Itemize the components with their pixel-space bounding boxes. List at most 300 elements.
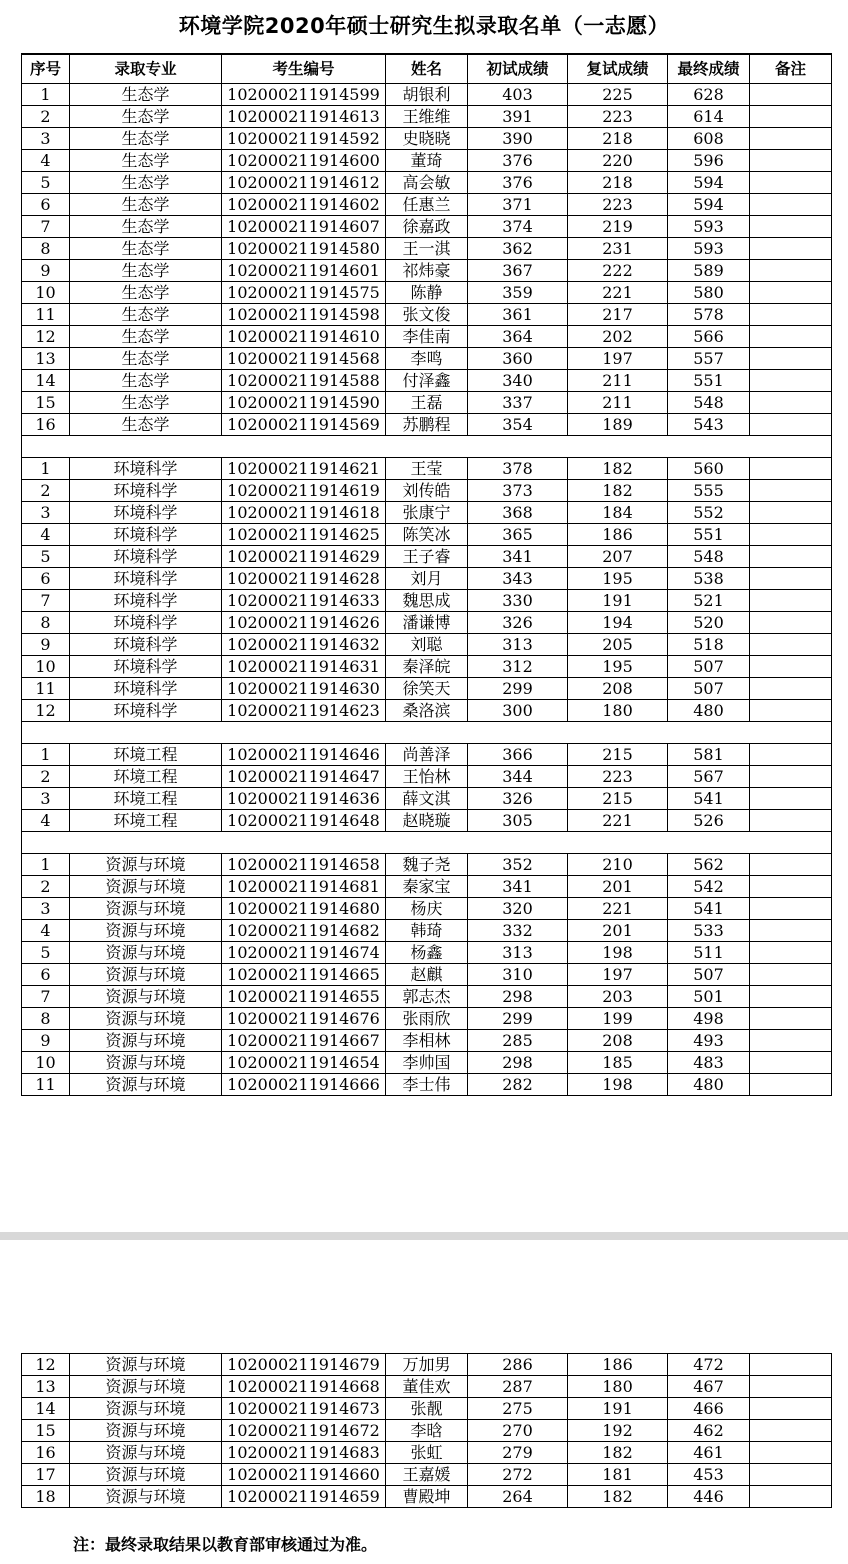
cell-remarks [750, 1008, 832, 1030]
cell-candidate-id: 102000211914667 [222, 1030, 386, 1052]
cell-final-score: 628 [668, 84, 750, 106]
cell-retest-score: 223 [568, 106, 668, 128]
cell-candidate-id: 102000211914648 [222, 810, 386, 832]
cell-major: 资源与环境 [70, 986, 222, 1008]
cell-candidate-id: 102000211914625 [222, 524, 386, 546]
cell-retest-score: 219 [568, 216, 668, 238]
cell-name: 徐笑天 [386, 678, 468, 700]
cell-remarks [750, 282, 832, 304]
cell-retest-score: 211 [568, 370, 668, 392]
table-row [22, 326, 832, 348]
table-row [22, 876, 832, 898]
cell-initial-score: 330 [468, 590, 568, 612]
cell-name: 潘谦博 [386, 612, 468, 634]
cell-name: 赵晓璇 [386, 810, 468, 832]
cell-remarks [750, 414, 832, 436]
cell-major: 资源与环境 [70, 1008, 222, 1030]
table-row [22, 502, 832, 524]
cell-candidate-id: 102000211914610 [222, 326, 386, 348]
cell-final-score: 511 [668, 942, 750, 964]
table-row [22, 1464, 832, 1486]
cell-retest-score: 182 [568, 1442, 668, 1464]
cell-index: 5 [22, 942, 70, 964]
cell-candidate-id: 102000211914626 [222, 612, 386, 634]
cell-remarks [750, 150, 832, 172]
cell-name: 李晗 [386, 1420, 468, 1442]
cell-remarks [750, 1030, 832, 1052]
cell-retest-score: 184 [568, 502, 668, 524]
cell-remarks [750, 700, 832, 722]
cell-major: 资源与环境 [70, 1074, 222, 1096]
cell-remarks [750, 1464, 832, 1486]
cell-remarks [750, 1398, 832, 1420]
cell-final-score: 551 [668, 524, 750, 546]
cell-final-score: 521 [668, 590, 750, 612]
cell-candidate-id: 102000211914598 [222, 304, 386, 326]
cell-retest-score: 186 [568, 524, 668, 546]
cell-index: 15 [22, 1420, 70, 1442]
cell-index: 10 [22, 656, 70, 678]
cell-retest-score: 192 [568, 1420, 668, 1442]
cell-index: 15 [22, 392, 70, 414]
cell-remarks [750, 810, 832, 832]
cell-remarks [750, 392, 832, 414]
cell-name: 王怡林 [386, 766, 468, 788]
cell-remarks [750, 480, 832, 502]
cell-initial-score: 391 [468, 106, 568, 128]
cell-remarks [750, 84, 832, 106]
cell-retest-score: 231 [568, 238, 668, 260]
cell-major: 环境科学 [70, 590, 222, 612]
cell-initial-score: 332 [468, 920, 568, 942]
cell-name: 刘月 [386, 568, 468, 590]
cell-initial-score: 341 [468, 546, 568, 568]
cell-major: 生态学 [70, 84, 222, 106]
cell-major: 资源与环境 [70, 1486, 222, 1508]
cell-final-score: 578 [668, 304, 750, 326]
cell-initial-score: 270 [468, 1420, 568, 1442]
cell-remarks [750, 348, 832, 370]
cell-index: 18 [22, 1486, 70, 1508]
cell-final-score: 551 [668, 370, 750, 392]
cell-name: 曹殿坤 [386, 1486, 468, 1508]
table-row [22, 1420, 832, 1442]
cell-index: 7 [22, 590, 70, 612]
cell-remarks [750, 1354, 832, 1376]
cell-remarks [750, 260, 832, 282]
cell-retest-score: 201 [568, 920, 668, 942]
cell-index: 3 [22, 128, 70, 150]
group-spacer-row [22, 436, 832, 458]
cell-name: 胡银利 [386, 84, 468, 106]
cell-retest-score: 189 [568, 414, 668, 436]
cell-final-score: 593 [668, 238, 750, 260]
cell-major: 生态学 [70, 414, 222, 436]
cell-major: 资源与环境 [70, 1030, 222, 1052]
cell-major: 环境科学 [70, 480, 222, 502]
cell-final-score: 548 [668, 392, 750, 414]
cell-retest-score: 223 [568, 766, 668, 788]
cell-final-score: 520 [668, 612, 750, 634]
cell-remarks [750, 1442, 832, 1464]
cell-index: 8 [22, 612, 70, 634]
header-index: 序号 [22, 54, 70, 84]
cell-candidate-id: 102000211914673 [222, 1398, 386, 1420]
cell-index: 3 [22, 502, 70, 524]
cell-remarks [750, 568, 832, 590]
cell-retest-score: 208 [568, 678, 668, 700]
cell-remarks [750, 304, 832, 326]
cell-final-score: 593 [668, 216, 750, 238]
cell-index: 1 [22, 84, 70, 106]
table-row [22, 854, 832, 876]
cell-candidate-id: 102000211914600 [222, 150, 386, 172]
cell-index: 1 [22, 744, 70, 766]
cell-retest-score: 199 [568, 1008, 668, 1030]
cell-name: 魏思成 [386, 590, 468, 612]
cell-major: 环境科学 [70, 524, 222, 546]
cell-remarks [750, 1052, 832, 1074]
cell-final-score: 483 [668, 1052, 750, 1074]
cell-candidate-id: 102000211914623 [222, 700, 386, 722]
cell-retest-score: 180 [568, 700, 668, 722]
cell-index: 9 [22, 260, 70, 282]
cell-retest-score: 182 [568, 1486, 668, 1508]
cell-retest-score: 215 [568, 744, 668, 766]
cell-final-score: 562 [668, 854, 750, 876]
cell-initial-score: 282 [468, 1074, 568, 1096]
cell-initial-score: 264 [468, 1486, 568, 1508]
cell-final-score: 472 [668, 1354, 750, 1376]
cell-remarks [750, 634, 832, 656]
cell-name: 徐嘉政 [386, 216, 468, 238]
cell-name: 董琦 [386, 150, 468, 172]
cell-final-score: 555 [668, 480, 750, 502]
cell-initial-score: 272 [468, 1464, 568, 1486]
cell-candidate-id: 102000211914618 [222, 502, 386, 524]
cell-major: 资源与环境 [70, 898, 222, 920]
cell-index: 6 [22, 194, 70, 216]
cell-index: 14 [22, 370, 70, 392]
cell-final-score: 596 [668, 150, 750, 172]
cell-initial-score: 310 [468, 964, 568, 986]
cell-name: 尚善泽 [386, 744, 468, 766]
cell-major: 生态学 [70, 326, 222, 348]
table-row [22, 238, 832, 260]
cell-retest-score: 191 [568, 1398, 668, 1420]
cell-retest-score: 208 [568, 1030, 668, 1052]
cell-final-score: 467 [668, 1376, 750, 1398]
cell-initial-score: 320 [468, 898, 568, 920]
cell-name: 杨庆 [386, 898, 468, 920]
cell-initial-score: 298 [468, 986, 568, 1008]
cell-candidate-id: 102000211914674 [222, 942, 386, 964]
cell-major: 环境科学 [70, 546, 222, 568]
table-row [22, 744, 832, 766]
table-row [22, 260, 832, 282]
cell-final-score: 461 [668, 1442, 750, 1464]
cell-index: 7 [22, 216, 70, 238]
cell-final-score: 480 [668, 700, 750, 722]
cell-remarks [750, 920, 832, 942]
cell-name: 刘传皓 [386, 480, 468, 502]
cell-initial-score: 344 [468, 766, 568, 788]
cell-final-score: 501 [668, 986, 750, 1008]
cell-index: 13 [22, 348, 70, 370]
cell-initial-score: 299 [468, 678, 568, 700]
table-row [22, 986, 832, 1008]
table-row [22, 1486, 832, 1508]
table-row [22, 1052, 832, 1074]
cell-remarks [750, 326, 832, 348]
cell-retest-score: 197 [568, 964, 668, 986]
cell-name: 杨鑫 [386, 942, 468, 964]
cell-initial-score: 300 [468, 700, 568, 722]
cell-major: 生态学 [70, 370, 222, 392]
cell-remarks [750, 612, 832, 634]
cell-final-score: 542 [668, 876, 750, 898]
cell-final-score: 581 [668, 744, 750, 766]
cell-candidate-id: 102000211914680 [222, 898, 386, 920]
cell-initial-score: 286 [468, 1354, 568, 1376]
table-row [22, 414, 832, 436]
cell-retest-score: 207 [568, 546, 668, 568]
cell-remarks [750, 1074, 832, 1096]
cell-major: 生态学 [70, 150, 222, 172]
cell-name: 赵麒 [386, 964, 468, 986]
header-remarks: 备注 [750, 54, 832, 84]
cell-initial-score: 378 [468, 458, 568, 480]
spacer-cell [22, 832, 832, 854]
table-row [22, 106, 832, 128]
cell-remarks [750, 458, 832, 480]
table-row [22, 216, 832, 238]
cell-name: 郭志杰 [386, 986, 468, 1008]
cell-retest-score: 218 [568, 172, 668, 194]
cell-index: 4 [22, 524, 70, 546]
table-row [22, 942, 832, 964]
cell-initial-score: 362 [468, 238, 568, 260]
cell-initial-score: 390 [468, 128, 568, 150]
cell-candidate-id: 102000211914666 [222, 1074, 386, 1096]
cell-major: 环境科学 [70, 700, 222, 722]
cell-index: 11 [22, 304, 70, 326]
cell-initial-score: 374 [468, 216, 568, 238]
cell-major: 生态学 [70, 194, 222, 216]
cell-index: 12 [22, 326, 70, 348]
cell-major: 生态学 [70, 238, 222, 260]
cell-final-score: 557 [668, 348, 750, 370]
cell-initial-score: 376 [468, 172, 568, 194]
cell-major: 资源与环境 [70, 942, 222, 964]
table-row [22, 524, 832, 546]
cell-retest-score: 191 [568, 590, 668, 612]
cell-initial-score: 361 [468, 304, 568, 326]
table-row [22, 634, 832, 656]
cell-candidate-id: 102000211914619 [222, 480, 386, 502]
cell-name: 陈笑冰 [386, 524, 468, 546]
table-row [22, 348, 832, 370]
cell-major: 生态学 [70, 282, 222, 304]
cell-candidate-id: 102000211914613 [222, 106, 386, 128]
cell-remarks [750, 216, 832, 238]
cell-index: 13 [22, 1376, 70, 1398]
footnote: 注：最终录取结果以教育部审核通过为准。 [73, 1535, 378, 1554]
cell-name: 万加男 [386, 1354, 468, 1376]
cell-candidate-id: 102000211914655 [222, 986, 386, 1008]
cell-final-score: 533 [668, 920, 750, 942]
cell-major: 环境科学 [70, 612, 222, 634]
cell-name: 张雨欣 [386, 1008, 468, 1030]
table-row [22, 480, 832, 502]
cell-candidate-id: 102000211914628 [222, 568, 386, 590]
table-row [22, 1354, 832, 1376]
cell-index: 4 [22, 810, 70, 832]
cell-retest-score: 194 [568, 612, 668, 634]
cell-final-score: 614 [668, 106, 750, 128]
cell-candidate-id: 102000211914629 [222, 546, 386, 568]
cell-retest-score: 198 [568, 1074, 668, 1096]
cell-name: 王莹 [386, 458, 468, 480]
cell-remarks [750, 854, 832, 876]
cell-retest-score: 201 [568, 876, 668, 898]
table-row [22, 172, 832, 194]
cell-retest-score: 195 [568, 568, 668, 590]
header-major: 录取专业 [70, 54, 222, 84]
cell-name: 任惠兰 [386, 194, 468, 216]
cell-final-score: 480 [668, 1074, 750, 1096]
cell-name: 李相林 [386, 1030, 468, 1052]
cell-name: 陈静 [386, 282, 468, 304]
cell-major: 生态学 [70, 106, 222, 128]
cell-retest-score: 198 [568, 942, 668, 964]
cell-index: 6 [22, 568, 70, 590]
cell-remarks [750, 524, 832, 546]
cell-major: 生态学 [70, 216, 222, 238]
table-row [22, 568, 832, 590]
table-row [22, 128, 832, 150]
cell-major: 环境科学 [70, 502, 222, 524]
cell-final-score: 462 [668, 1420, 750, 1442]
cell-major: 资源与环境 [70, 920, 222, 942]
cell-candidate-id: 102000211914659 [222, 1486, 386, 1508]
cell-major: 环境工程 [70, 744, 222, 766]
cell-candidate-id: 102000211914580 [222, 238, 386, 260]
cell-retest-score: 220 [568, 150, 668, 172]
cell-candidate-id: 102000211914665 [222, 964, 386, 986]
cell-final-score: 453 [668, 1464, 750, 1486]
cell-candidate-id: 102000211914633 [222, 590, 386, 612]
header-name: 姓名 [386, 54, 468, 84]
cell-candidate-id: 102000211914668 [222, 1376, 386, 1398]
cell-retest-score: 205 [568, 634, 668, 656]
cell-remarks [750, 194, 832, 216]
table-row [22, 678, 832, 700]
cell-final-score: 580 [668, 282, 750, 304]
cell-remarks [750, 590, 832, 612]
cell-initial-score: 354 [468, 414, 568, 436]
cell-initial-score: 352 [468, 854, 568, 876]
cell-name: 王一淇 [386, 238, 468, 260]
cell-initial-score: 340 [468, 370, 568, 392]
table-row [22, 546, 832, 568]
cell-candidate-id: 102000211914575 [222, 282, 386, 304]
cell-candidate-id: 102000211914679 [222, 1354, 386, 1376]
spacer-cell [22, 436, 832, 458]
table-row [22, 150, 832, 172]
cell-initial-score: 326 [468, 612, 568, 634]
cell-name: 张文俊 [386, 304, 468, 326]
cell-final-score: 493 [668, 1030, 750, 1052]
table-body-continued [22, 1354, 832, 1508]
cell-index: 10 [22, 1052, 70, 1074]
cell-name: 张虹 [386, 1442, 468, 1464]
cell-initial-score: 313 [468, 634, 568, 656]
cell-index: 16 [22, 1442, 70, 1464]
cell-name: 王维维 [386, 106, 468, 128]
cell-name: 李士伟 [386, 1074, 468, 1096]
cell-final-score: 526 [668, 810, 750, 832]
cell-candidate-id: 102000211914646 [222, 744, 386, 766]
cell-name: 张康宁 [386, 502, 468, 524]
cell-index: 9 [22, 1030, 70, 1052]
cell-index: 2 [22, 876, 70, 898]
page-title: 环境学院2020年硕士研究生拟录取名单（一志愿） [178, 14, 670, 38]
cell-remarks [750, 502, 832, 524]
cell-candidate-id: 102000211914632 [222, 634, 386, 656]
table-row [22, 766, 832, 788]
page-divider [0, 1232, 848, 1240]
table-row [22, 590, 832, 612]
cell-remarks [750, 942, 832, 964]
cell-name: 高会敏 [386, 172, 468, 194]
cell-candidate-id: 102000211914590 [222, 392, 386, 414]
cell-remarks [750, 238, 832, 260]
cell-retest-score: 222 [568, 260, 668, 282]
cell-final-score: 498 [668, 1008, 750, 1030]
table-row [22, 458, 832, 480]
cell-remarks [750, 898, 832, 920]
cell-major: 生态学 [70, 128, 222, 150]
table-body [22, 84, 832, 1096]
table-row [22, 1030, 832, 1052]
cell-index: 14 [22, 1398, 70, 1420]
table-row [22, 612, 832, 634]
cell-major: 生态学 [70, 348, 222, 370]
cell-retest-score: 185 [568, 1052, 668, 1074]
group-spacer-row [22, 722, 832, 744]
cell-final-score: 594 [668, 172, 750, 194]
cell-index: 1 [22, 458, 70, 480]
cell-final-score: 446 [668, 1486, 750, 1508]
cell-index: 5 [22, 546, 70, 568]
cell-name: 秦泽皖 [386, 656, 468, 678]
cell-candidate-id: 102000211914569 [222, 414, 386, 436]
cell-remarks [750, 986, 832, 1008]
cell-retest-score: 217 [568, 304, 668, 326]
table-row [22, 282, 832, 304]
header-final-score: 最终成绩 [668, 54, 750, 84]
cell-candidate-id: 102000211914681 [222, 876, 386, 898]
cell-retest-score: 181 [568, 1464, 668, 1486]
cell-candidate-id: 102000211914621 [222, 458, 386, 480]
cell-final-score: 538 [668, 568, 750, 590]
cell-initial-score: 368 [468, 502, 568, 524]
cell-remarks [750, 1376, 832, 1398]
cell-remarks [750, 1486, 832, 1508]
table-row [22, 370, 832, 392]
cell-candidate-id: 102000211914592 [222, 128, 386, 150]
